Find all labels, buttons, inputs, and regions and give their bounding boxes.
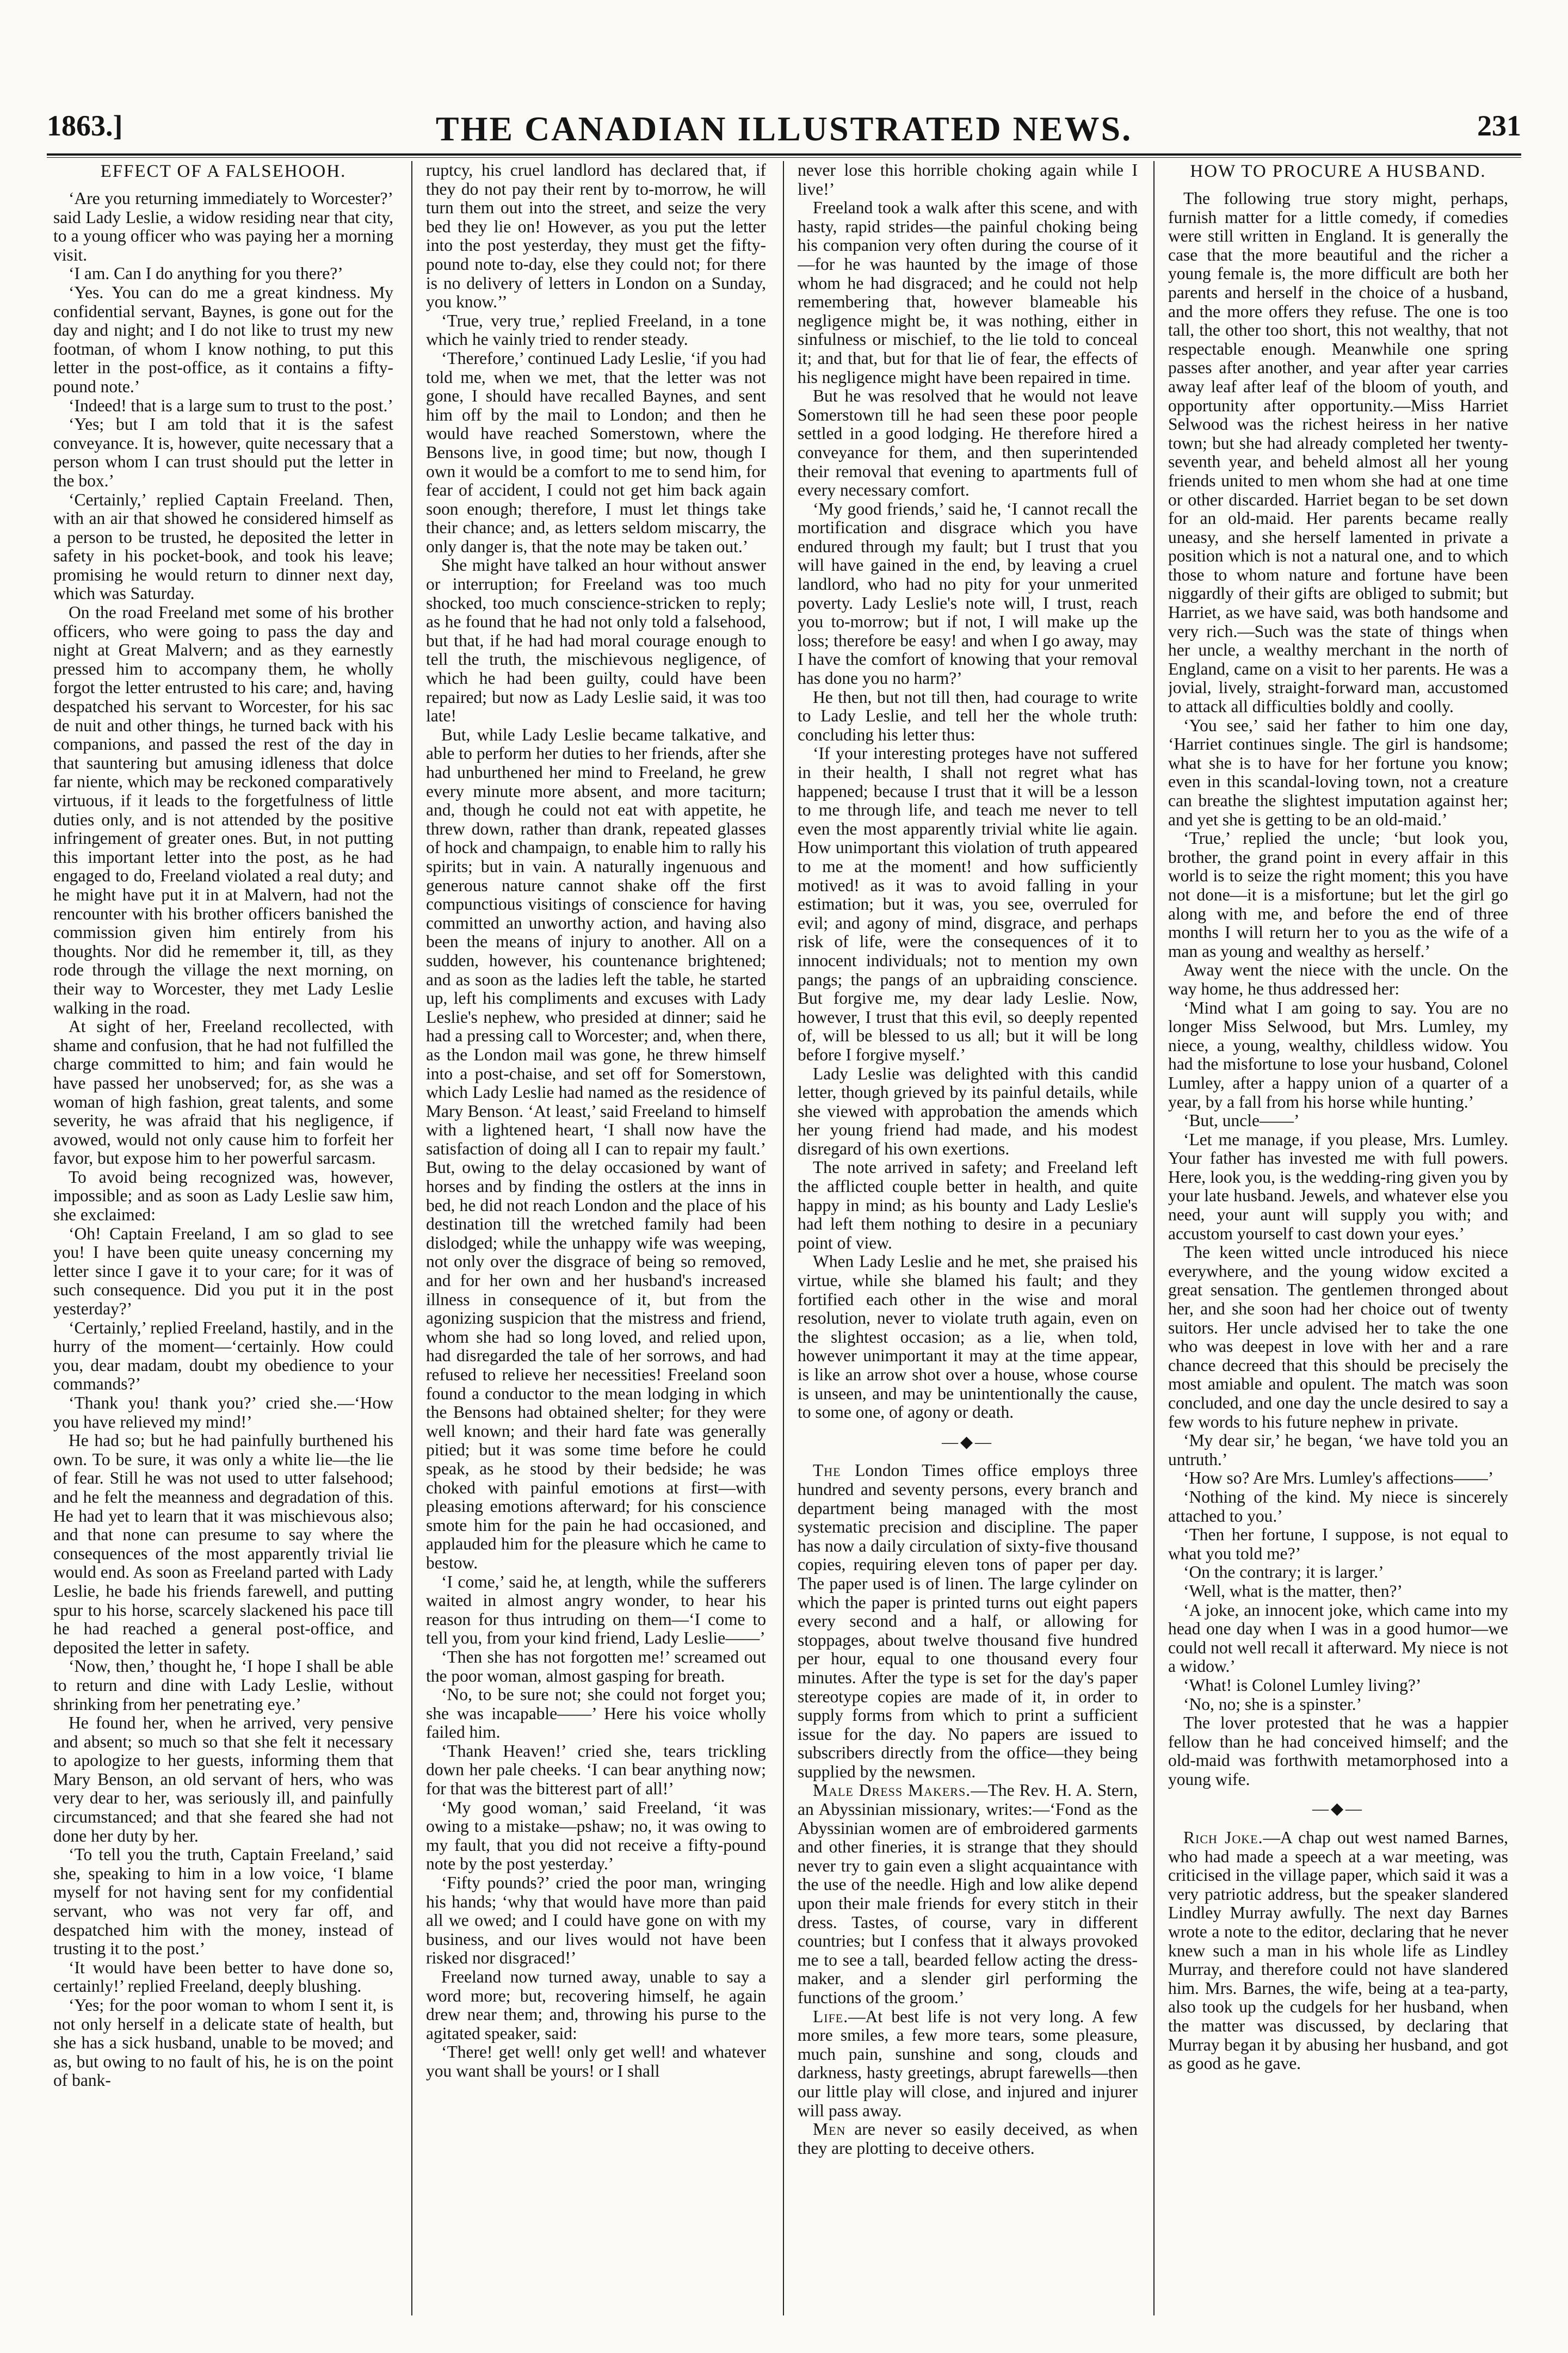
item-text: London Times office employs three hundred and seventy persons, every branch and department being managed with the most systematic precision and discipline. The paper has now a daily circulation of sixty-five thousand copies, requiring eleven tons of paper per day. The paper used is of linen. The large cylinder on which the paper is printed turns out eight papers every second and a half, or allowing for stoppages, about twelve thousand five hundred per hour, equal to one thousand every four minutes. After the type is set for the day's paper stereotype copies are made of it, in order to supply forms from which to print a sufficient issue for the day. No papers are issued to subscribers directly from the office—they being supplied by the newsmen. xyxy=(798,1461,1138,1781)
paragraph: The keen witted uncle introduced his niece everywhere, and the young widow excited a great sensation. The gentlemen thronged about her, and she soon had her choice out of twenty suitors. Her uncle advised her to take the one who was deepest in love with her and a rare chance decreed that this should be precisely the most amiable and opulent. The match was soon concluded, and one day the uncle desired to say a few words to his future nephew in private. xyxy=(1168,1243,1508,1431)
column-1 xyxy=(53,161,393,2315)
column-2 xyxy=(426,161,766,2315)
paragraph: ‘Therefore,’ continued Lady Leslie, ‘if you had told me, when we met, that the letter was not gone, I should have recalled Baynes, and sent him off by the mail to London; and then he would have reached Somerstown, where the Bensons live, in good time; but now, though I own it would be a comfort to me to send him, for fear of accident, I could not get him back again soon enough; therefore, I must let things take their chance; and, as letters seldom miscarry, the only danger is, that the note may be taken out.’ xyxy=(426,348,766,556)
paragraph: ‘True,’ replied the uncle; ‘but look you, brother, the grand point in every affair in this world is to seize the right moment; this you have not done—it is a misfortune; but let the girl go along with me, and before the end of three months I will return her to you as the wife of a man as young and wealthy as herself.’ xyxy=(1168,829,1508,961)
paragraph: ‘Indeed! that is a large sum to trust to the post.’ xyxy=(69,396,393,415)
paragraph: ‘Now, then,’ thought he, ‘I hope I shall be able to return and dine with Lady Leslie, without shrinking from her penetrating eye.’ xyxy=(53,1657,393,1714)
ornament-divider: —◆— xyxy=(1312,1800,1365,1818)
run-in-lead: Rich Joke. xyxy=(1183,1828,1263,1848)
paragraph: ‘Well, what is the matter, then?’ xyxy=(1183,1581,1403,1601)
column-4 xyxy=(1168,161,1508,2315)
paragraph: The following true story might, perhaps, furnish matter for a little comedy, if comedies were still written in England. It is generally the case that the more beautiful and the richer a young female is, the more difficult are both her parents and herself in the choice of a husband, and the more offers they refuse. The one is too tall, the other too short, this not wealthy, that not respectable enough. Meanwhile one spring passes after another, and year after year carries away leaf after leaf of the bloom of youth, and opportunity after opportunity.—Miss Harriet Selwood was the richest heiress in her native town; but she had already completed her twenty-seventh year, and beheld almost all her young friends united to men whom she had at one time or other discarded. Harriet began to be set down for an old-maid. Her parents became really uneasy, and she herself lamented in private a position which is not a natural one, and to which those to whom nature and fortune have been niggardly of their gifts are obliged to submit; but Harriet, as we have said, was both handsome and very rich.—Such was the state of things when her uncle, a wealthy merchant in the north of England, came on a visit to her parents. He was a jovial, lively, straight-forward man, accustomed to attack all difficulties boldly and coolly. xyxy=(1168,189,1508,717)
paragraph: But, while Lady Leslie became talkative, and able to perform her duties to her friends, after she had unburthened her mind to Freeland, he grew every minute more absent, and more taciturn; and, though he could not eat with appetite, he threw down, rather than drank, repeated glasses of hock and champaign, to enable him to rally his spirits; but in vain. A naturally ingenuous and generous nature cannot shake off the first compunctious visitings of conscience for having committed an unworthy action, and having also been the means of injury to another. All on a sudden, however, his countenance brightened; and as soon as the ladies left the table, he started up, left his compliments and excuses with Lady Leslie's nephew, who presided at dinner; said he had a pressing call to Worcester; and, when there, as the London mail was gone, he threw himself into a post-chaise, and set off for Somerstown, which Lady Leslie had named as the residence of Mary Benson. ‘At least,’ said Freeland to himself with a lightened heart, ‘I shall now have the satisfaction of doing all I can to repair my fault.’ But, owing to the delay occasioned by want of horses and by finding the ostlers at the inns in bed, he did not reach London and the place of his destination till the wretched family had been dislodged; while the unhappy wife was weeping, not only over the disgrace of being so removed, and for her own and her husband's increased illness in consequence of it, but from the agonizing suspicion that the mistress and friend, whom she had so long loved, and relied upon, had disregarded the tale of her sorrows, and had refused to relieve her necessities! Freeland soon found a conductor to the mean lodging in which the Bensons had obtained shelter; for they were well known; and their hard fate was generally pitied; but it was some time before he could speak, as he stood by their bedside; he was choked with painful emotions at first—with pleasing emotions afterward; for his conscience smote him for the pain he had occasioned, and applauded him for the pleasure which he came to bestow. xyxy=(426,725,766,1572)
paragraph: ‘Nothing of the kind. My niece is sincerely attached to you.’ xyxy=(1168,1487,1508,1526)
paragraph: ‘I am. Can I do anything for you there?’ xyxy=(69,264,343,283)
column-rule xyxy=(1153,161,1155,2315)
paragraph: But he was resolved that he would not leave Somerstown till he had seen these poor people settled in a good lodging. He therefore hired a conveyance for them, and then superintended their removal that evening to apartments full of every necessary comfort. xyxy=(798,386,1138,500)
paragraph: He found her, when he arrived, very pensive and absent; so much so that she felt it necessary to apologize to her guests, informing them that Mary Benson, an old servant of hers, who was very dear to her, was seriously ill, and painfully circumstanced; and that she feared she had not done her duty by her. xyxy=(53,1713,393,1845)
news-item-rich-joke xyxy=(1168,1829,1508,2073)
run-in-lead: Life. xyxy=(813,2006,849,2026)
paragraph: ‘Mind what I am going to say. You are no longer Miss Selwood, but Mrs. Lumley, my niece, a young, wealthy, childless widow. You had the misfortune to lose your husband, Colonel Lumley, after a happy union of a quarter of a year, by a fall from his horse while hunting.’ xyxy=(1168,998,1508,1111)
news-item-men xyxy=(798,2120,1138,2158)
item-text: —The Rev. H. A. Stern, an Abyssinian missionary, writes:—‘Fond as the Abyssinian women are of embroidered garments and other fineries, it is strange that they should never try to gain even a slight acquaintance with the use of the needle. High and low alike depend upon their male friends for every stitch in their dress. Tastes, of course, vary in different countries; but I confess that it always provoked me to see a tall, bearded fellow acting the dress-maker, and a slender girl performing the functions of the groom.’ xyxy=(798,1781,1138,2007)
paragraph: ‘What! is Colonel Lumley living?’ xyxy=(1183,1675,1422,1695)
page-number: 231 xyxy=(1477,109,1521,142)
column-3 xyxy=(798,161,1138,2315)
paragraph: ‘My good woman,’ said Freeland, ‘it was owing to a mistake—pshaw; no, it was owing to my fault, that you did not receive a fifty-pound note by the post yesterday.’ xyxy=(426,1798,766,1874)
news-item-times xyxy=(798,1461,1138,1781)
paragraph: ‘Certainly,’ replied Captain Freeland. Then, with an air that showed he considered himself as a person to be trusted, he deposited the letter in safety in his pocket-book, and took his leave; promising he would return to dinner next day, which was Saturday. xyxy=(53,490,393,603)
paragraph: He then, but not till then, had courage to write to Lady Leslie, and tell her the whole truth: concluding his letter thus: xyxy=(798,687,1138,744)
column-rule xyxy=(411,161,412,2315)
paragraph: ‘Then her fortune, I suppose, is not equal to what you told me?’ xyxy=(1168,1525,1508,1563)
article-title-falsehood: EFFECT OF A FALSEHOOH. xyxy=(100,162,347,181)
paragraph: ‘No, no; she is a spinster.’ xyxy=(1183,1694,1362,1714)
paragraph: ‘If your interesting proteges have not suffered in their health, I shall not regret what has happened; because I trust that it will be a lesson to me through life, and teach me never to tell even the most apparently trivial white lie again. How unimportant this violation of truth appeared to me at the moment! and how sufficiently motived! as it was to avoid falling in your estimation; but it was, you see, overruled for evil; and agony of mind, disgrace, and perhaps risk of life, were the consequences of it to innocent individuals; not to mention my own pangs; the pangs of an upbraiding conscience. But forgive me, my dear lady Leslie. Now, however, I trust that this evil, so deeply repented of, will be blessed to us all; but it will be long before I forgive myself.’ xyxy=(798,744,1138,1064)
paragraph: ‘On the contrary; it is larger.’ xyxy=(1183,1563,1384,1582)
paragraph: ‘Are you returning immediately to Worcester?’ said Lady Leslie, a widow residing near that city, to a young officer who was paying her a morning visit. xyxy=(53,189,393,264)
paragraph: ‘I come,’ said he, at length, while the sufferers waited in almost angry wonder, to hear his reason for thus intruding on them—‘I come to tell you, from your kind friend, Lady Leslie——’ xyxy=(426,1572,766,1648)
paragraph: ‘There! get well! only get well! and whatever you want shall be yours! or I shall xyxy=(426,2042,766,2080)
paragraph: ‘My good friends,’ said he, ‘I cannot recall the mortification and disgrace which you have endured through my fault; but I trust that you will have gained in the end, by leaving a cruel landlord, who had no pity for your unmerited poverty. Lady Leslie's note will, I trust, reach you to-morrow; but if not, I will make up the loss; therefore be easy! and when I go away, may I have the comfort of knowing that your removal has done you no harm?’ xyxy=(798,499,1138,688)
newspaper-title: THE CANADIAN ILLUSTRATED NEWS. xyxy=(435,109,1133,148)
article-body-falsehood xyxy=(53,189,393,2090)
masthead xyxy=(47,109,1521,150)
run-in-lead: Men xyxy=(813,2120,846,2139)
paragraph: ‘Thank Heaven!’ cried she, tears trickling down her pale cheeks. ‘I can bear anything now; for that was the bitterest part of all!’ xyxy=(426,1741,766,1799)
column-rule xyxy=(783,161,784,2315)
paragraph: Away went the niece with the uncle. On the way home, he thus addressed her: xyxy=(1168,960,1508,998)
item-text: are never so easily deceived, as when they are plotting to deceive others. xyxy=(798,2120,1138,2158)
paragraph: ‘My dear sir,’ he began, ‘we have told you an untruth.’ xyxy=(1168,1431,1508,1469)
paragraph: ‘No, to be sure not; she could not forget you; she was incapable——’ Here his voice wholly failed him. xyxy=(426,1685,766,1742)
item-text: —At best life is not very long. A few more smiles, a few more tears, some pleasure, much pain, sunshine and song, clouds and darkness, hasty greetings, abrupt farewells—then our little play will close, and injured and injurer will pass away. xyxy=(798,2006,1138,2120)
paragraph: ‘True, very true,’ replied Freeland, in a tone which he vainly tried to render steady. xyxy=(426,311,766,349)
paragraph: Freeland took a walk after this scene, and with hasty, rapid strides—the painful choking being his companion very often during the course of it—for he was haunted by the image of those whom he had disgraced; and he could not help remembering that, however blameable his negligence might be, it was nothing, either in sinfulness or mischief, to the lie told to conceal it; and that, but for that lie of fear, the effects of his negligence might have been repaired in time. xyxy=(798,198,1138,387)
paragraph: ‘Oh! Captain Freeland, I am so glad to see you! I have been quite uneasy concerning my letter since I gave it to your care; for it was of such consequence. Did you put it in the post yesterday?’ xyxy=(53,1224,393,1319)
paragraph: ‘Yes. You can do me a great kindness. My confidential servant, Baynes, is gone out for the day and night; and I do not like to trust my new footman, of whom I know nothing, to put this letter in the post-office, as it contains a fifty-pound note.’ xyxy=(53,282,393,396)
article-title-husband: HOW TO PROCURE A HUSBAND. xyxy=(1190,162,1486,181)
paragraph: ‘To tell you the truth, Captain Freeland,’ said she, speaking to him in a low voice, ‘I blame myself for not having sent for my confidential servant, who was not very far off, and despatched him with the money, instead of trusting it to the post.’ xyxy=(53,1845,393,1959)
paragraph: ‘How so? Are Mrs. Lumley's affections——’ xyxy=(1183,1468,1494,1488)
paragraph: never lose this horrible choking again while I live!’ xyxy=(798,161,1138,199)
paragraph: He had so; but he had painfully burthened his own. To be sure, it was only a white lie—the lie of fear. Still he was not used to utter falsehood; and he felt the meanness and degradation of this. He had yet to learn that it was mischievous also; and that none can presume to say where the consequences of the most apparently trivial lie would end. As soon as Freeland parted with Lady Leslie, he bade his friends farewell, and putting spur to his horse, scarcely slackened his pace till he had reached a general post-office, and deposited the letter in safety. xyxy=(53,1431,393,1657)
paragraph: Lady Leslie was delighted with this candid letter, though grieved by its painful details, while she viewed with approbation the amends which her young friend had made, and his modest disregard of his own exertions. xyxy=(798,1064,1138,1158)
run-in-lead: Male Dress Makers. xyxy=(813,1781,971,1800)
masthead-rule xyxy=(47,153,1521,158)
news-item-male-dress xyxy=(798,1781,1138,2007)
paragraph: When Lady Leslie and he met, she praised his virtue, while she blamed his fault; and they fortified each other in the wise and moral resolution, never to violate truth again, even on the slightest occasion; as a lie, when told, however unimportant it may at the time appear, is like an arrow shot over a house, whose course is unseen, and may be unintentionally the cause, to some one, of agony or death. xyxy=(798,1252,1138,1422)
paragraph: The lover protested that he was a happier fellow than he had conceived himself; and the old-maid was forthwith metamorphosed into a young wife. xyxy=(1168,1713,1508,1789)
paragraph: ‘Yes; for the poor woman to whom I sent it, is not only herself in a delicate state of health, but she has a sick husband, unable to be moved; and as, but owing to no fault of his, he is on the point of bank- xyxy=(53,1996,393,2090)
paragraph: ‘Yes; but I am told that it is the safest conveyance. It is, however, quite necessary that a person whom I can trust should put the letter in the box.’ xyxy=(53,415,393,490)
paragraph: ‘Fifty pounds?’ cried the poor man, wringing his hands; ‘why that would have more than paid all we owed; and I could have gone on with my business, and our lives would not have been risked nor disgraced!’ xyxy=(426,1873,766,1968)
paragraph: At sight of her, Freeland recollected, with shame and confusion, that he had not fulfilled the charge committed to him; and fain would he have passed her unobserved; for, as she was a woman of high fashion, great talents, and some severity, he was afraid that his negligence, if avowed, would not only cause him to forfeit her favor, but expose him to her powerful sarcasm. xyxy=(53,1017,393,1168)
paragraph: ‘You see,’ said her father to him one day, ‘Harriet continues single. The girl is handsome; what she is to have for her fortune you know; even in this scandal-loving town, not a creature can breathe the slightest imputation against her; and yet she is getting to be an old-maid.’ xyxy=(1168,715,1508,829)
ornament-divider: —◆— xyxy=(941,1432,994,1451)
paragraph: Freeland now turned away, unable to say a word more; but, recovering himself, he again drew near them; and, throwing his purse to the agitated speaker, said: xyxy=(426,1967,766,2043)
paragraph: To avoid being recognized was, however, impossible; and as soon as Lady Leslie saw him, she exclaimed: xyxy=(53,1167,393,1225)
run-in-lead: The xyxy=(813,1461,841,1480)
issue-year: 1863.] xyxy=(47,109,123,142)
paragraph: ‘Then she has not forgotten me!’ screamed out the poor woman, almost gasping for breath. xyxy=(426,1647,766,1685)
paragraph: ‘Certainly,’ replied Freeland, hastily, and in the hurry of the moment—‘certainly. How could you, dear madam, doubt my obedience to your commands?’ xyxy=(53,1318,393,1394)
news-item-life xyxy=(798,2008,1138,2121)
paragraph: ‘Thank you! thank you?’ cried she.—‘How you have relieved my mind!’ xyxy=(53,1393,393,1431)
paragraph: ‘A joke, an innocent joke, which came into my head one day when I was in a good humor—we could not well recall it afterward. My niece is not a widow.’ xyxy=(1168,1600,1508,1676)
paragraph: ‘Let me manage, if you please, Mrs. Lumley. Your father has invested me with full powers. Here, look you, is the wedding-ring given you by your late husband. Jewels, and whatever else you need, your aunt will supply you with; and accustom yourself to cast down your eyes.’ xyxy=(1168,1129,1508,1243)
paragraph: ‘It would have been better to have done so, certainly!’ replied Freeland, deeply blushing. xyxy=(53,1957,393,1996)
paragraph: The note arrived in safety; and Freeland left the afflicted couple better in health, and quite happy in mind; as his bounty and Lady Leslie's had left them nothing to desire in a pecuniary point of view. xyxy=(798,1158,1138,1252)
paragraph: ‘But, uncle——’ xyxy=(1183,1111,1300,1131)
item-text: —A chap out west named Barnes, who had made a speech at a war meeting, was criticised in the village paper, which said it was a very patriotic address, but the speaker slandered Lindley Murray awfully. The next day Barnes wrote a note to the editor, declaring that he never knew such a man in his whole life as Lindley Murray, and therefore could not have slandered him. Mrs. Barnes, the wife, being at a tea-party, also took up the cudgels for her husband, when the matter was discussed, by declaring that Murray began it by abusing her husband, and got as good as he gave. xyxy=(1168,1828,1508,2073)
paragraph: ruptcy, his cruel landlord has declared that, if they do not pay their rent by to-morrow, he will turn them out into the street, and seize the very bed they lie on! However, as you put the letter into the post yesterday, they must get the fifty-pound note to-day, else they could not; for there is no delivery of letters in London on a Sunday, you know.’’ xyxy=(426,161,766,312)
paragraph: She might have talked an hour without answer or interruption; for Freeland was too much shocked, too much conscience-stricken to reply; as he found that he had not only told a falsehood, but that, if he had had moral courage enough to tell the truth, the mischievous negligence, of which he had been guilty, could have been repaired; but now as Lady Leslie said, it was too late! xyxy=(426,555,766,726)
paragraph: On the road Freeland met some of his brother officers, who were going to pass the day and night at Great Malvern; and as they earnestly pressed him to accompany them, he wholly forgot the letter entrusted to his care; and, having despatched his servant to Worcester, for his sac de nuit and other things, he turned back with his companions, and passed the rest of the day in that sauntering but amusing idleness that dolce far niente, which may be reckoned comparatively virtuous, if it leads to the forgetfulness of little duties only, and is not attended by the positive infringement of greater ones. But, in not putting this important letter into the post, as he had engaged to do, Freeland violated a real duty; and he might have put it in at Malvern, had not the rencounter with his brother officers banished the commission given him entirely from his thoughts. Nor did he remember it, till, as they rode through the village the next morning, on their way to Worcester, they met Lady Leslie walking in the road. xyxy=(53,603,393,1017)
